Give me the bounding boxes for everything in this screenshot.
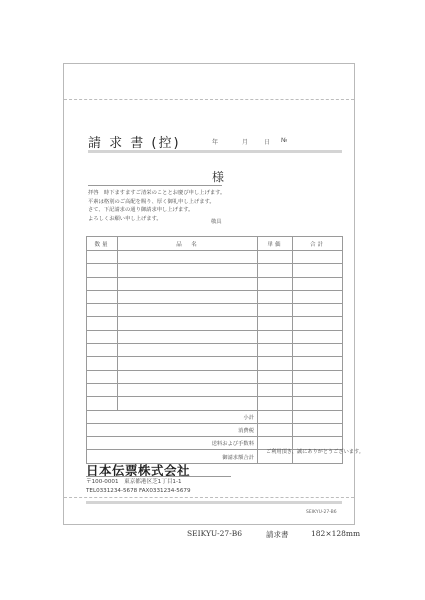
company-address: 〒100-0001 東京都港区芝1丁目1-1 [86,479,182,485]
quantity-cell[interactable] [87,344,118,357]
item-name-cell[interactable] [118,290,258,303]
summary-rows [87,410,343,463]
caption-size: 182×128mm [311,529,361,538]
quantity-cell[interactable] [87,357,118,370]
greeting-line: さて、下記請求の通り御請求申し上げます。 [88,207,194,214]
item-name-cell[interactable] [118,344,258,357]
greeting-line: 平素は格別のご高配を賜り、厚く御礼申し上げます。 [88,198,215,205]
table-row [87,397,343,410]
table-row [87,383,343,396]
header-item-name: 品 名 [118,237,258,251]
addressee-suffix: 様 [212,170,225,184]
item-rows [87,251,343,411]
tax-cell[interactable] [258,423,293,436]
quantity-cell[interactable] [87,397,118,410]
item-name-cell[interactable] [118,304,258,317]
total-cell[interactable] [293,290,343,303]
quantity-cell[interactable] [87,370,118,383]
item-name-cell[interactable] [118,251,258,264]
tax-value-cell[interactable] [293,423,343,436]
company-name: 日本伝票株式会社 [86,463,191,478]
unit-price-cell[interactable] [258,330,293,343]
unit-price-cell[interactable] [258,357,293,370]
quantity-cell[interactable] [87,330,118,343]
subtotal-cell[interactable] [258,410,293,423]
total-cell[interactable] [293,344,343,357]
quantity-cell[interactable] [87,290,118,303]
item-name-cell[interactable] [118,370,258,383]
table-row [87,277,343,290]
form-title: 請 求 書 (控) [88,136,181,151]
item-name-cell[interactable] [118,317,258,330]
form-code: SEIKYU-27-B6 [306,510,337,515]
table-row [87,357,343,370]
table-row [87,290,343,303]
quantity-cell[interactable] [87,251,118,264]
company-underline [86,476,231,477]
unit-price-cell[interactable] [258,304,293,317]
quantity-cell[interactable] [87,277,118,290]
quantity-cell[interactable] [87,304,118,317]
shipping-label: 送料および手数料 [87,437,258,450]
subtotal-label: 小計 [87,410,258,423]
unit-price-cell[interactable] [258,383,293,396]
addressee-line [88,185,222,186]
item-name-cell[interactable] [118,264,258,277]
invoice-form-sheet [63,63,364,525]
summary-row-tax [87,423,343,436]
bottom-rule [86,501,342,504]
table-row [87,370,343,383]
company-tel-fax: TEL0331234-5678 FAX0331234-5679 [86,487,191,494]
number-label: № [281,137,288,144]
table-row [87,330,343,343]
unit-price-cell[interactable] [258,397,293,410]
bottom-perforation-line [64,497,354,498]
title-rule [88,150,342,153]
table-row [87,251,343,264]
greeting-text [88,189,225,223]
item-name-cell[interactable] [118,383,258,396]
total-cell[interactable] [293,383,343,396]
quantity-cell[interactable] [87,317,118,330]
caption-code: SEIKYU-27-B6 [187,529,243,538]
caption-name: 請求書 [266,530,289,539]
greeting-line: よろしくお願い申し上げます。 [88,215,162,222]
item-name-cell[interactable] [118,397,258,410]
summary-row-subtotal [87,410,343,423]
unit-price-cell[interactable] [258,370,293,383]
unit-price-cell[interactable] [258,251,293,264]
closing-text: 敬具 [211,219,222,225]
tax-label: 消費税 [87,423,258,436]
month-label: 月 [242,139,249,146]
table-row [87,304,343,317]
header-quantity: 数量 [87,237,118,251]
greeting-line: 拝啓 時下ますますご清栄のこととお慶び申し上げます。 [88,190,226,196]
table-row [87,344,343,357]
table-header-row [87,237,343,251]
unit-price-cell[interactable] [258,264,293,277]
year-label: 年 [212,139,219,146]
total-cell[interactable] [293,304,343,317]
unit-price-cell[interactable] [258,317,293,330]
item-name-cell[interactable] [118,277,258,290]
grand-total-label: 御請求額合計 [87,450,258,463]
total-cell[interactable] [293,330,343,343]
item-name-cell[interactable] [118,330,258,343]
items-table [86,236,343,464]
subtotal-value-cell[interactable] [293,410,343,423]
unit-price-cell[interactable] [258,277,293,290]
total-cell[interactable] [293,397,343,410]
company-address-block [86,478,191,495]
unit-price-cell[interactable] [258,290,293,303]
total-cell[interactable] [293,317,343,330]
table-row [87,317,343,330]
header-total: 合計 [293,237,343,251]
header-unit-price: 単価 [258,237,293,251]
total-cell[interactable] [293,277,343,290]
perforation-line [64,99,354,100]
day-label: 日 [264,139,271,146]
total-cell[interactable] [293,357,343,370]
unit-price-cell[interactable] [258,344,293,357]
total-cell[interactable] [293,251,343,264]
total-cell[interactable] [293,370,343,383]
item-name-cell[interactable] [118,357,258,370]
quantity-cell[interactable] [87,264,118,277]
total-cell[interactable] [293,264,343,277]
thanks-message: ご利用頂き、誠にありがとうございます。 [266,449,364,455]
quantity-cell[interactable] [87,383,118,396]
table-row [87,264,343,277]
